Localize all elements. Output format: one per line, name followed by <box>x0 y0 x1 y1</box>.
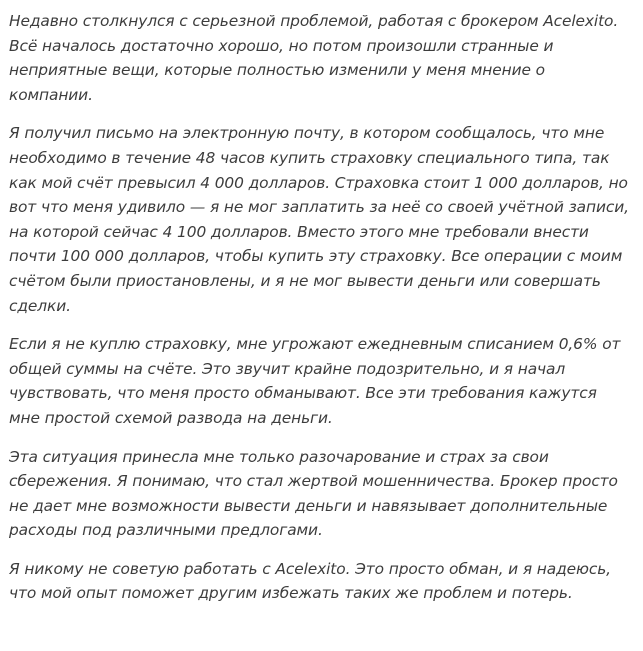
paragraph-2: Я получил письмо на электронную почту, в котором сообщалось, что мне необходимо в течение 48 часов купить страховку специального типа, так как мой счёт превысил 4 000 долларов. Страховка стоит 1 000 долларов, но вот что меня удивило — я не мог заплатить за неё со своей учётной записи, на которой сейчас 4 100 долларов. Вместо этого мне требовали внести почти 100 000 долларов, чтобы купить эту страховку. Все операции с моим счётом были приостановлены, и я не мог вывести деньги или совершать сделки. <box>9 124 629 315</box>
review-text <box>9 9 631 620</box>
paragraph-5: Я никому не советую работать с Acelexito. Это просто обман, и я надеюсь, что мой опыт поможет другим избежать таких же проблем и потерь. <box>9 559 611 603</box>
paragraph-1: Недавно столкнулся с серьезной проблемой, работая с брокером Acelexito. Всё началось достаточно хорошо, но потом произошли странные и неприятные вещи, которые полностью изменили у меня мнение о компании. <box>9 12 619 104</box>
paragraph-3: Если я не куплю страховку, мне угрожают ежедневным списанием 0,6% от общей суммы на счёте. Это звучит крайне подозрительно, и я начал чувствовать, что меня просто обманывают. Все эти требования кажутся мне простой схемой развода на деньги. <box>9 335 621 427</box>
paragraph-4: Эта ситуация принесла мне только разочарование и страх за свои сбережения. Я понимаю, что стал жертвой мошенничества. Брокер просто не дает мне возможности вывести деньги и навязывает дополнительные расходы под различными предлогами. <box>9 447 618 540</box>
